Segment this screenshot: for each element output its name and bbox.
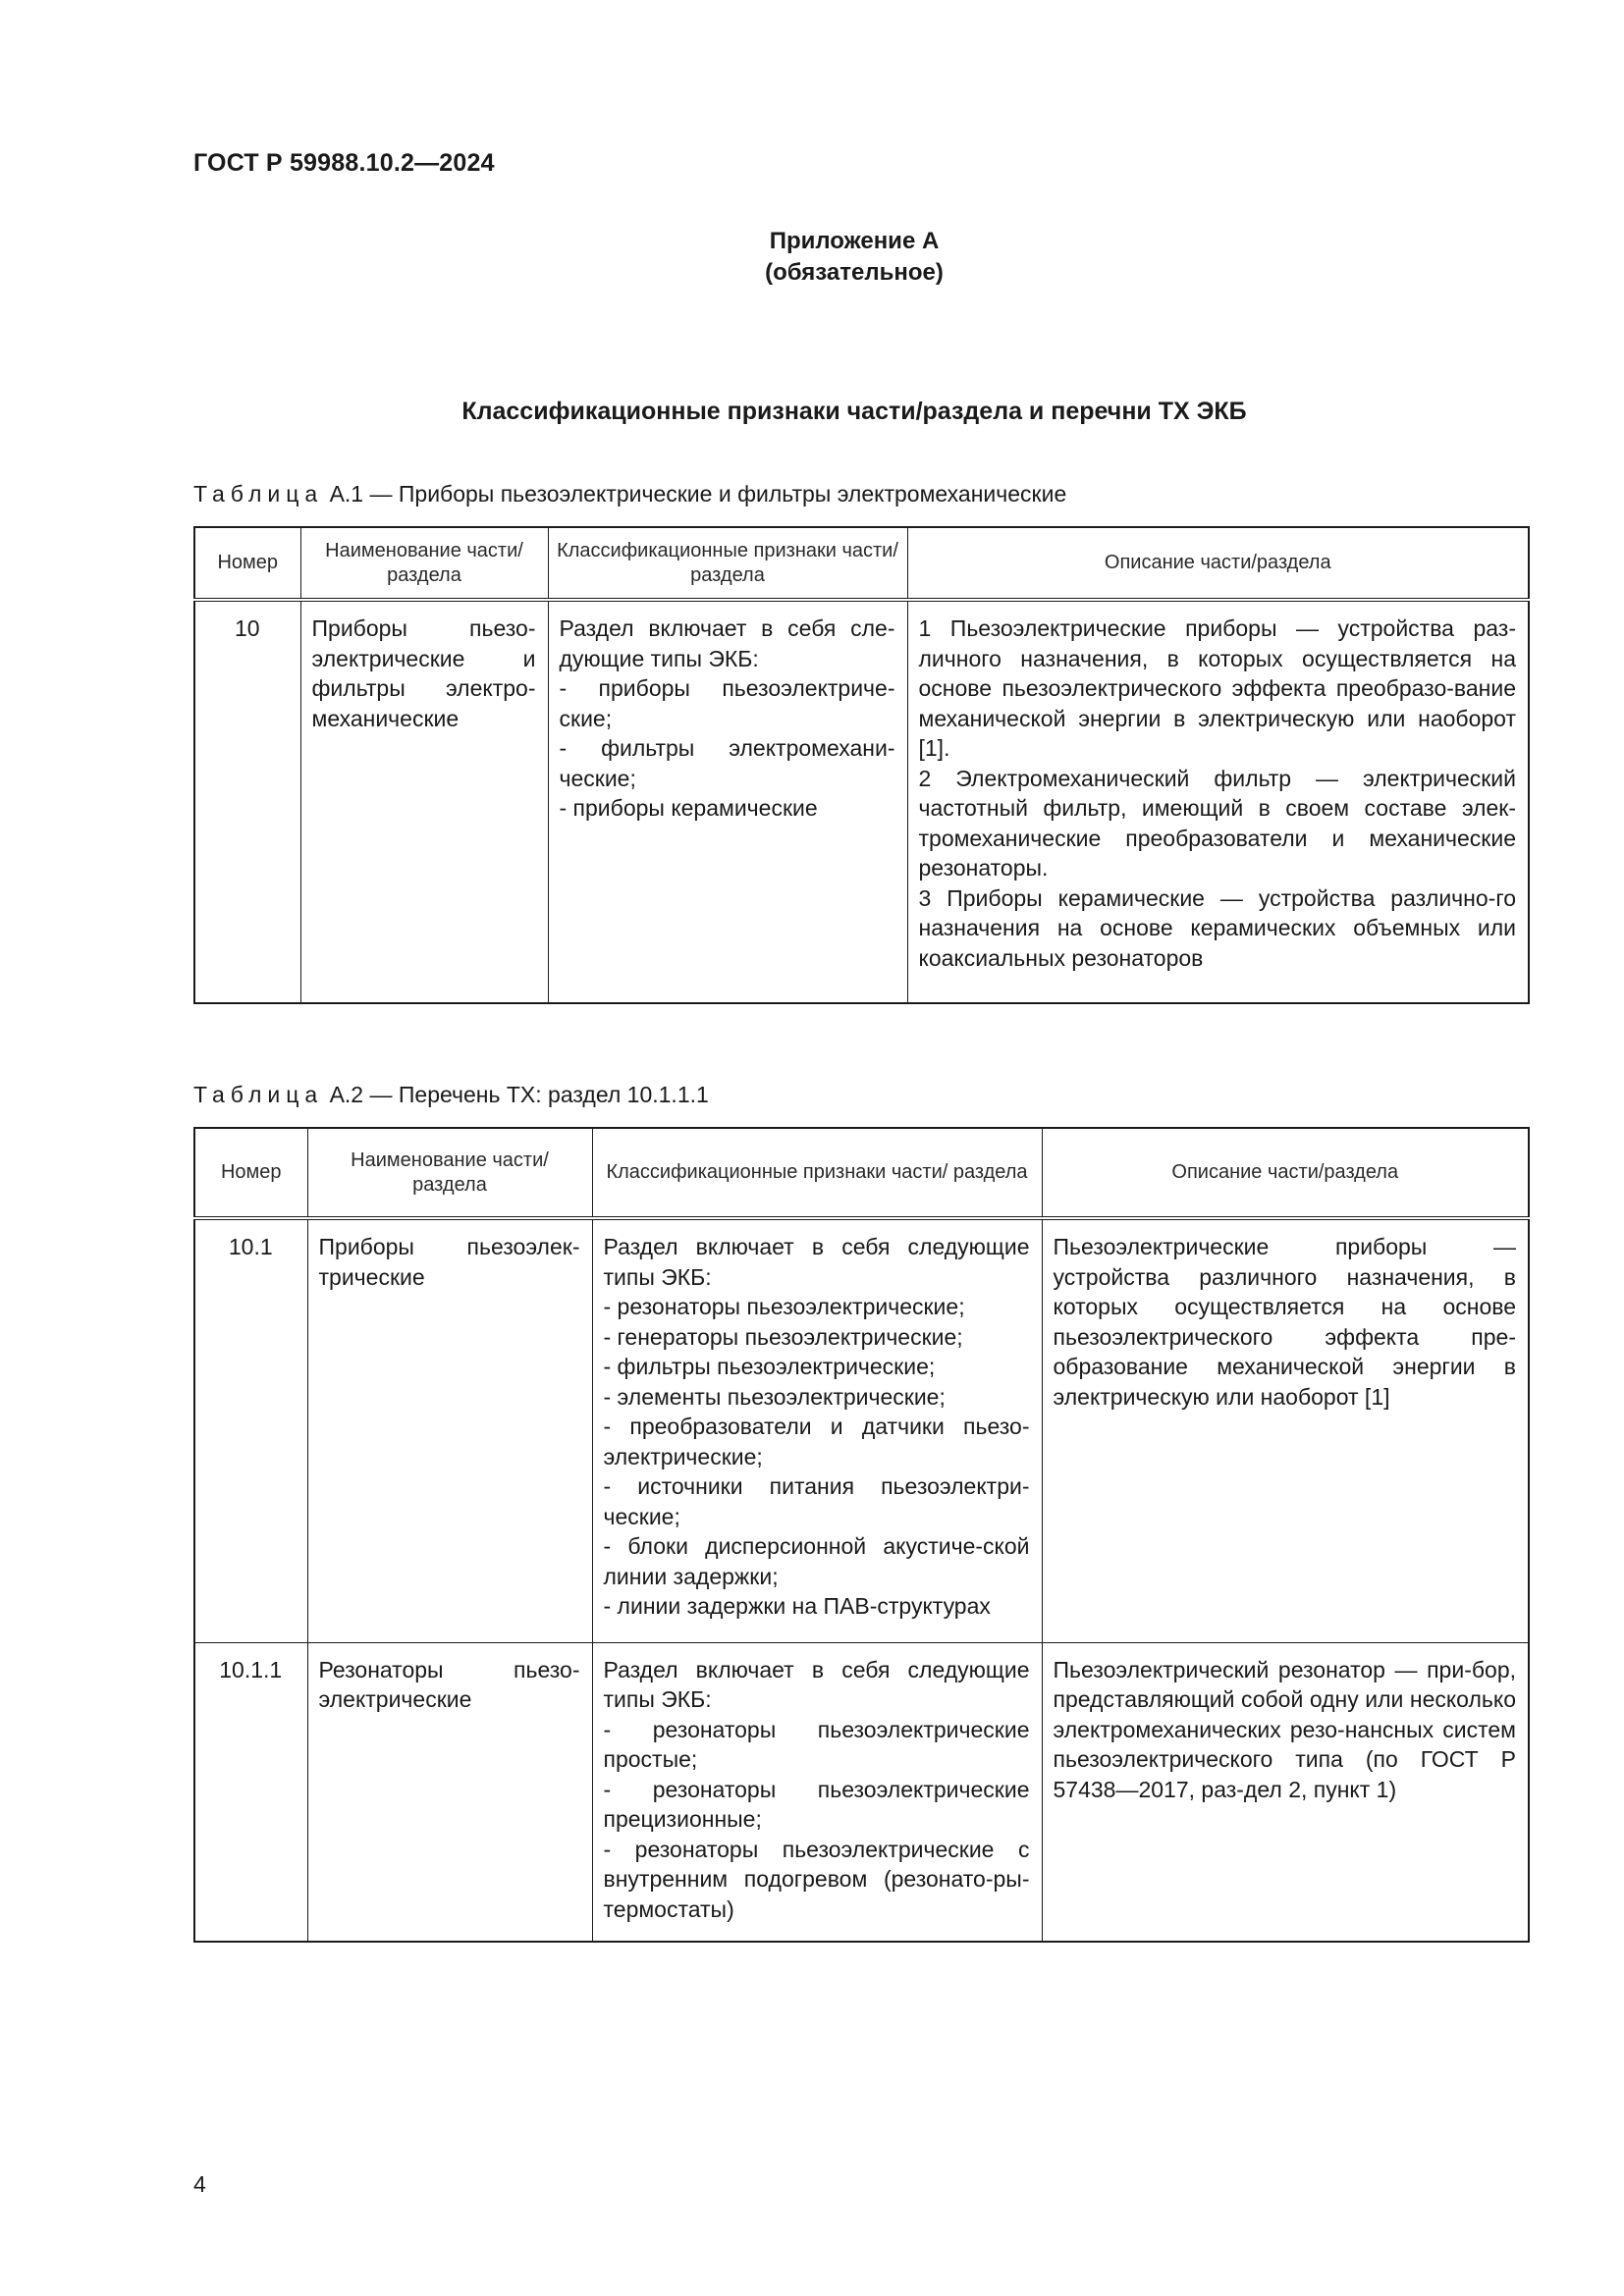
- feature-line: Раздел включает в себя следующие типы ЭКБ:: [603, 1234, 1030, 1290]
- table1-header-description: Описание части/раздела: [907, 527, 1529, 600]
- appendix-status: (обязательное): [765, 259, 944, 286]
- table1: [193, 526, 1530, 1004]
- feature-line: - блоки дисперсионной акустиче-ской линии задержки;: [603, 1533, 1030, 1589]
- table-row: [194, 600, 1529, 1003]
- table2: [193, 1127, 1530, 1943]
- feature-line: - источники питания пьезоэлектри-ческие;: [603, 1473, 1030, 1529]
- standard-designation: ГОСТ Р 59988.10.2—2024: [193, 149, 495, 177]
- row-description: Пьезоэлектрический резонатор — при-бор, представляющий собой одну или несколько электромеханических резо-нансных систем пьезоэлектрического типа (по ГОСТ Р 57438—2017, раз-дел 2, пункт 1): [1042, 1642, 1529, 1942]
- feature-line: - резонаторы пьезоэлектрические простые;: [603, 1716, 1030, 1772]
- feature-line: - преобразователи и датчики пьезо-электрические;: [603, 1414, 1030, 1469]
- feature-line: - приборы керамические: [559, 795, 818, 821]
- feature-line: Раздел включает в себя сле-дующие типы ЭКБ:: [559, 615, 895, 671]
- page-number: 4: [193, 2171, 206, 2197]
- table2-caption-word: Таблица: [193, 1082, 324, 1107]
- table2-header-features: Классификационные признаки части/ раздела: [592, 1128, 1042, 1218]
- table1-header-number: Номер: [194, 527, 300, 600]
- row-number: 10: [194, 600, 300, 1003]
- row-name: Приборы пьезо-электрические и фильтры электро-механические: [300, 600, 548, 1003]
- table-row: [194, 1642, 1529, 1942]
- row-features: [592, 1642, 1042, 1942]
- row-number: 10.1: [194, 1218, 307, 1642]
- table1-header-row: [194, 527, 1529, 600]
- row-description: [907, 600, 1529, 1003]
- table1-caption-text: А.1 — Приборы пьезоэлектрические и фильтры электромеханические: [323, 481, 1067, 507]
- feature-line: - генераторы пьезоэлектрические;: [603, 1323, 963, 1350]
- row-features: [592, 1218, 1042, 1642]
- feature-line: - резонаторы пьезоэлектрические прецизионные;: [603, 1776, 1030, 1832]
- table2-header-row: [194, 1128, 1529, 1218]
- section-title: Классификационные признаки части/раздела и перечни ТХ ЭКБ: [461, 398, 1247, 425]
- feature-line: - фильтры пьезоэлектрические;: [603, 1354, 936, 1379]
- table-row: [194, 1218, 1529, 1642]
- feature-line: - резонаторы пьезоэлектрические;: [603, 1294, 965, 1319]
- table2-header-name: Наименование части/ раздела: [307, 1128, 592, 1218]
- description-item: 1 Пьезоэлектрические приборы — устройства раз-личного назначения, в которых осуществляется на основе пьезоэлектрического эффекта преобразо-вание механической энергии в электрическую или наоборот [1].: [918, 615, 1516, 761]
- description-item: 3 Приборы керамические — устройства различно-го назначения на основе керамических объемных или коаксиальных резонаторов: [918, 884, 1516, 971]
- row-number: 10.1.1: [194, 1642, 307, 1942]
- table1-caption-word: Таблица: [193, 481, 324, 507]
- row-name: Приборы пьезоэлек-трические: [307, 1218, 592, 1642]
- appendix-title: Приложение А: [769, 228, 940, 254]
- table1-caption: [193, 481, 1066, 507]
- table2-header-number: Номер: [194, 1128, 307, 1218]
- description-item: 2 Электромеханический фильтр — электрический частотный фильтр, имеющий в своем составе элек-тромеханические преобразователи и механические резонаторы.: [918, 765, 1516, 881]
- row-name: Резонаторы пьезо-электрические: [307, 1642, 592, 1942]
- feature-line: Раздел включает в себя следующие типы ЭКБ:: [603, 1656, 1030, 1712]
- table2-header-description: Описание части/раздела: [1042, 1128, 1529, 1218]
- table1-header-name: Наименование части/ раздела: [300, 527, 548, 600]
- table1-header-features: Классификационные признаки части/раздела: [548, 527, 907, 600]
- table2-caption: [193, 1082, 709, 1108]
- row-features: [548, 600, 907, 1003]
- feature-line: - линии задержки на ПАВ-структурах: [603, 1593, 991, 1619]
- table2-caption-text: А.2 — Перечень ТХ: раздел 10.1.1.1: [323, 1082, 709, 1107]
- row-description: Пьезоэлектрические приборы — устройства различного назначения, в которых осуществляется на основе пьезоэлектрического эффекта пре-образование механической энергии в электрическую или наоборот [1]: [1042, 1218, 1529, 1642]
- feature-line: - приборы пьезоэлектриче-ские;: [559, 675, 895, 731]
- feature-line: - элементы пьезоэлектрические;: [603, 1383, 946, 1410]
- feature-line: - фильтры электромехани-ческие;: [559, 735, 895, 791]
- feature-line: - резонаторы пьезоэлектрические с внутренним подогревом (резонато-ры-термостаты): [603, 1836, 1030, 1922]
